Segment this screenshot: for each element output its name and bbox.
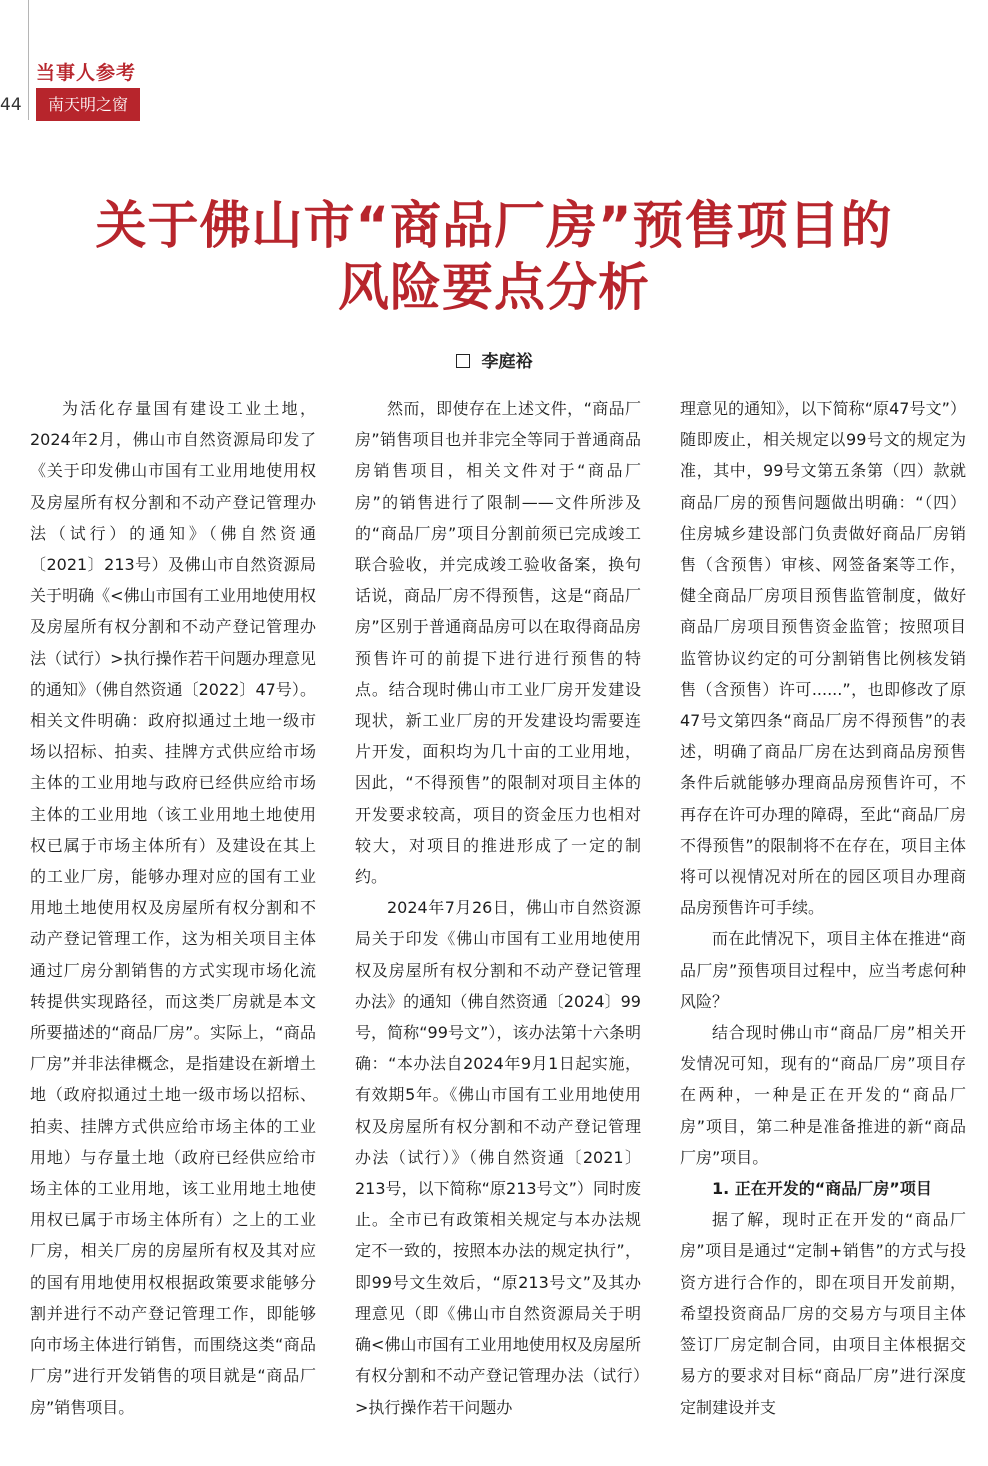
square-icon [456,354,470,368]
text-column-1 [30,393,316,1423]
paragraph: 为活化存量国有建设工业土地，2024年2月，佛山市自然资源局印发了《关于印发佛山市国有工业用地使用权及房屋所有权分割和不动产登记管理办法（试行）的通知》（佛自然资通〔2021〕213号）及佛山市自然资源局关于明确《<佛山市国有工业用地使用权及房屋所有权分割和不动产登记管理办法（试行）>执行操作若干问题办理意见的通知》（佛自然资通〔2022〕47号）。相关文件明确：政府拟通过土地一级市场以招标、拍卖、挂牌方式供应给市场主体的工业用地与政府已经供应给市场主体的工业用地（该工业用地土地使用权已属于市场主体所有）及建设在其上的工业厂房，能够办理对应的国有工业用地土地使用权及房屋所有权分割和不动产登记管理工作，这为相关项目主体通过厂房分割销售的方式实现市场化流转提供实现路径，而这类厂房就是本文所要描述的“商品厂房”。实际上，“商品厂房”并非法律概念，是指建设在新增土地（政府拟通过土地一级市场以招标、拍卖、挂牌方式供应给市场主体的工业用地）与存量土地（政府已经供应给市场主体的工业用地，该工业用地土地使用权已属于市场主体所有）之上的工业厂房，相关厂房的房屋所有权及其对应的国有用地使用权根据政策要求能够分割并进行不动产登记管理工作，即能够向市场主体进行销售，而围绕这类“商品厂房”进行开发销售的项目就是“商品厂房”销售项目。 [30,399,316,1417]
article-title-line1: 关于佛山市“商品厂房”预售项目的 [95,197,893,256]
paragraph: 然而，即使存在上述文件，“商品厂房”销售项目也并非完全等同于普通商品房销售项目，相关文件对于“商品厂房”的销售进行了限制——文件所涉及的“商品厂房”项目分割前须已完成竣工联合验收，并完成竣工验收备案，换句话说，商品厂房不得预售，这是“商品厂房”区别于普通商品房可以在取得商品房预售许可的前提下进行进行预售的特点。结合现时佛山市工业厂房开发建设现状，新工业厂房的开发建设均需要连片开发，面积均为几十亩的工业用地，因此，“不得预售”的限制对项目主体的开发要求较高，项目的资金压力也相对较大，对项目的推进形成了一定的制约。 [355,399,641,887]
text-column-2 [355,393,641,1423]
byline [0,347,988,372]
paragraph: 结合现时佛山市“商品厂房”相关开发情况可知，现有的“商品厂房”项目存在两种，一种是正在开发的“商品厂房”项目，第二种是准备推进的新“商品厂房”项目。 [680,1023,966,1167]
article-title-line2: 风险要点分析 [337,259,650,318]
column-tag: 南天明之窗 [36,88,140,121]
text-column-3 [680,393,966,1423]
page-number: 44 [0,95,22,115]
article-title [60,196,928,320]
paragraph: 据了解，现时正在开发的“商品厂房”项目是通过“定制+销售”的方式与投资方进行合作的，即在项目开发前期，希望投资商品厂房的交易方与项目主体签订厂房定制合同，由项目主体根据交易方的要求对目标“商品厂房”进行深度定制建设并支 [680,1210,966,1417]
paragraph: 理意见的通知》，以下简称“原47号文”）随即废止，相关规定以99号文的规定为准，其中，99号文第五条第（四）款就商品厂房的预售问题做出明确：“（四）住房城乡建设部门负责做好商品厂房销售（含预售）审核、网签备案等工作，健全商品厂房项目预售监管制度，做好商品厂房项目预售资金监管；按照项目监管协议约定的可分割销售比例核发销售（含预售）许可......”，也即修改了原47号文第四条“商品厂房不得预售”的表述，明确了商品厂房在达到商品房预售条件后就能够办理商品房预售许可，不再存在许可办理的障碍，至此“商品厂房不得预售”的限制将不在存在，项目主体将可以视情况对所在的园区项目办理商品房预售许可手续。 [680,399,966,918]
author-name: 李庭裕 [481,352,533,372]
section-heading: 1. 正在开发的“商品厂房”项目 [712,1179,932,1199]
paragraph: 而在此情况下，项目主体在推进“商品厂房”预售项目过程中，应当考虑何种风险？ [680,929,966,1011]
paragraph: 2024年7月26日，佛山市自然资源局关于印发《佛山市国有工业用地使用权及房屋所有权分割和不动产登记管理办法》的通知（佛自然资通〔2024〕99号，简称“99号文”），该办法第十六条明确：“本办法自2024年9月1日起实施，有效期5年。《佛山市国有工业用地使用权及房屋所有权分割和不动产登记管理办法（试行）》（佛自然资通〔2021〕213号，以下简称“原213号文”）同时废止。全市已有政策相关规定与本办法规定不一致的，按照本办法的规定执行”，即99号文生效后，“原213号文”及其办理意见（即《佛山市自然资源局关于明确<佛山市国有工业用地使用权及房屋所有权分割和不动产登记管理办法（试行）>执行操作若干问题办 [355,898,641,1417]
section-label: 当事人参考 [36,62,137,84]
header-divider-line [28,0,29,120]
